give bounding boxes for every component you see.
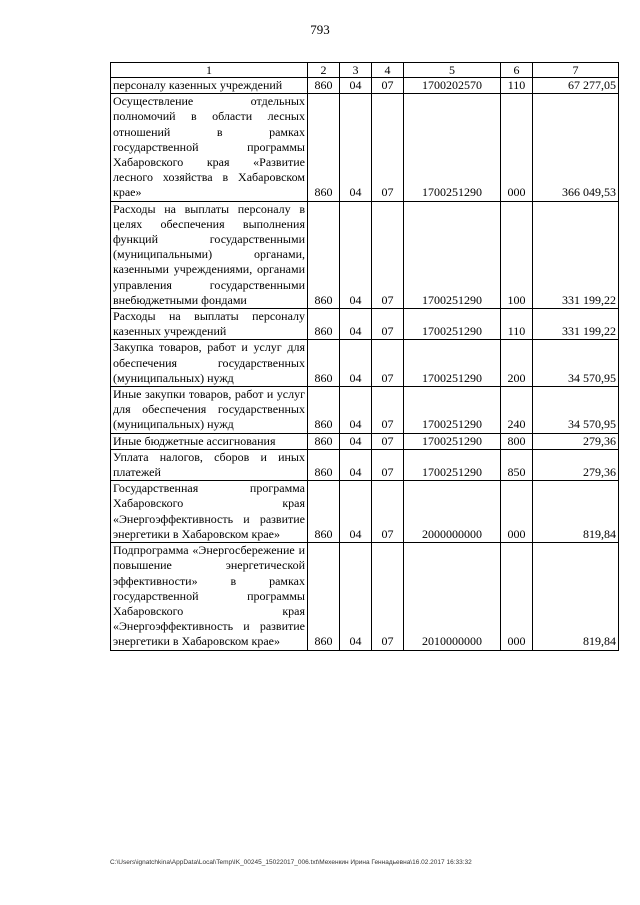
row-target-article: 1700251290 [404,309,501,340]
row-section: 04 [340,543,372,650]
row-name: персоналу казенных учреждений [111,78,308,94]
row-amount: 331 199,22 [533,309,619,340]
row-subsection: 07 [372,387,404,434]
row-name: Расходы на выплаты персоналу казенных учреждений [111,309,308,340]
row-target-article: 2000000000 [404,481,501,543]
row-name: Иные закупки товаров, работ и услуг для обеспечения государственных (муниципальных) нужд [111,387,308,434]
row-code: 860 [308,543,340,650]
row-expense-type: 000 [501,543,533,650]
row-code: 860 [308,309,340,340]
table-row [111,481,619,543]
row-target-article: 1700251290 [404,387,501,434]
row-section: 04 [340,449,372,480]
row-subsection: 07 [372,433,404,449]
row-name: Осуществление отдельных полномочий в области лесных отношений в рамках государственной программы Хабаровского края «Развитие лесного хозяйства в Хабаровском крае» [111,94,308,201]
header-col-2: 2 [308,63,340,78]
row-expense-type: 000 [501,481,533,543]
row-section: 04 [340,433,372,449]
table-row [111,433,619,449]
row-section: 04 [340,78,372,94]
row-subsection: 07 [372,94,404,201]
table-row [111,78,619,94]
header-col-4: 4 [372,63,404,78]
page-number: 793 [310,22,330,37]
row-code: 860 [308,449,340,480]
file-path-footer: C:\Users\ignatchkina\AppData\Local\Temp\IK_00245_15022017_006.txt\Мехенкин Ирина Геннадьевна\16.02.2017 16:33:32 [110,859,472,866]
table-row [111,201,619,308]
row-target-article: 1700251290 [404,449,501,480]
row-target-article: 1700251290 [404,340,501,387]
row-name: Государственная программа Хабаровского края «Энергоэффективность и развитие энергетики в Хабаровском крае» [111,481,308,543]
row-amount: 34 570,95 [533,340,619,387]
table-row [111,94,619,201]
header-col-1: 1 [111,63,308,78]
row-name: Подпрограмма «Энергосбережение и повышение энергетической эффективности» в рамках государственной программы Хабаровского края «Энергоэффективность и развитие энергетики в Хабаровском крае» [111,543,308,650]
row-expense-type: 000 [501,94,533,201]
row-expense-type: 100 [501,201,533,308]
header-col-6: 6 [501,63,533,78]
row-amount: 819,84 [533,543,619,650]
row-section: 04 [340,201,372,308]
header-col-7: 7 [533,63,619,78]
row-code: 860 [308,481,340,543]
row-target-article: 2010000000 [404,543,501,650]
row-section: 04 [340,481,372,543]
row-section: 04 [340,340,372,387]
row-amount: 366 049,53 [533,94,619,201]
row-code: 860 [308,387,340,434]
row-subsection: 07 [372,543,404,650]
row-amount: 34 570,95 [533,387,619,434]
row-subsection: 07 [372,78,404,94]
row-expense-type: 850 [501,449,533,480]
header-col-5: 5 [404,63,501,78]
row-target-article: 1700251290 [404,433,501,449]
header-row [111,63,619,78]
table-row [111,309,619,340]
row-amount: 279,36 [533,433,619,449]
row-code: 860 [308,433,340,449]
row-code: 860 [308,78,340,94]
row-expense-type: 110 [501,78,533,94]
row-subsection: 07 [372,449,404,480]
row-section: 04 [340,94,372,201]
row-name: Иные бюджетные ассигнования [111,433,308,449]
budget-table [110,62,619,651]
header-col-3: 3 [340,63,372,78]
row-name: Закупка товаров, работ и услуг для обеспечения государственных (муниципальных) нужд [111,340,308,387]
row-amount: 819,84 [533,481,619,543]
row-amount: 331 199,22 [533,201,619,308]
row-target-article: 1700202570 [404,78,501,94]
row-subsection: 07 [372,201,404,308]
table-row [111,387,619,434]
row-section: 04 [340,387,372,434]
table-row [111,340,619,387]
row-name: Расходы на выплаты персоналу в целях обеспечения выполнения функций государственными (муниципальными) органами, казенными учреждениями, органами управления государственными внебюджетными фондами [111,201,308,308]
row-expense-type: 800 [501,433,533,449]
row-expense-type: 110 [501,309,533,340]
table-row [111,449,619,480]
row-expense-type: 200 [501,340,533,387]
row-amount: 67 277,05 [533,78,619,94]
row-expense-type: 240 [501,387,533,434]
row-subsection: 07 [372,340,404,387]
row-code: 860 [308,201,340,308]
table-row [111,543,619,650]
row-code: 860 [308,94,340,201]
row-target-article: 1700251290 [404,94,501,201]
row-section: 04 [340,309,372,340]
row-name: Уплата налогов, сборов и иных платежей [111,449,308,480]
row-subsection: 07 [372,309,404,340]
row-code: 860 [308,340,340,387]
row-amount: 279,36 [533,449,619,480]
row-subsection: 07 [372,481,404,543]
row-target-article: 1700251290 [404,201,501,308]
